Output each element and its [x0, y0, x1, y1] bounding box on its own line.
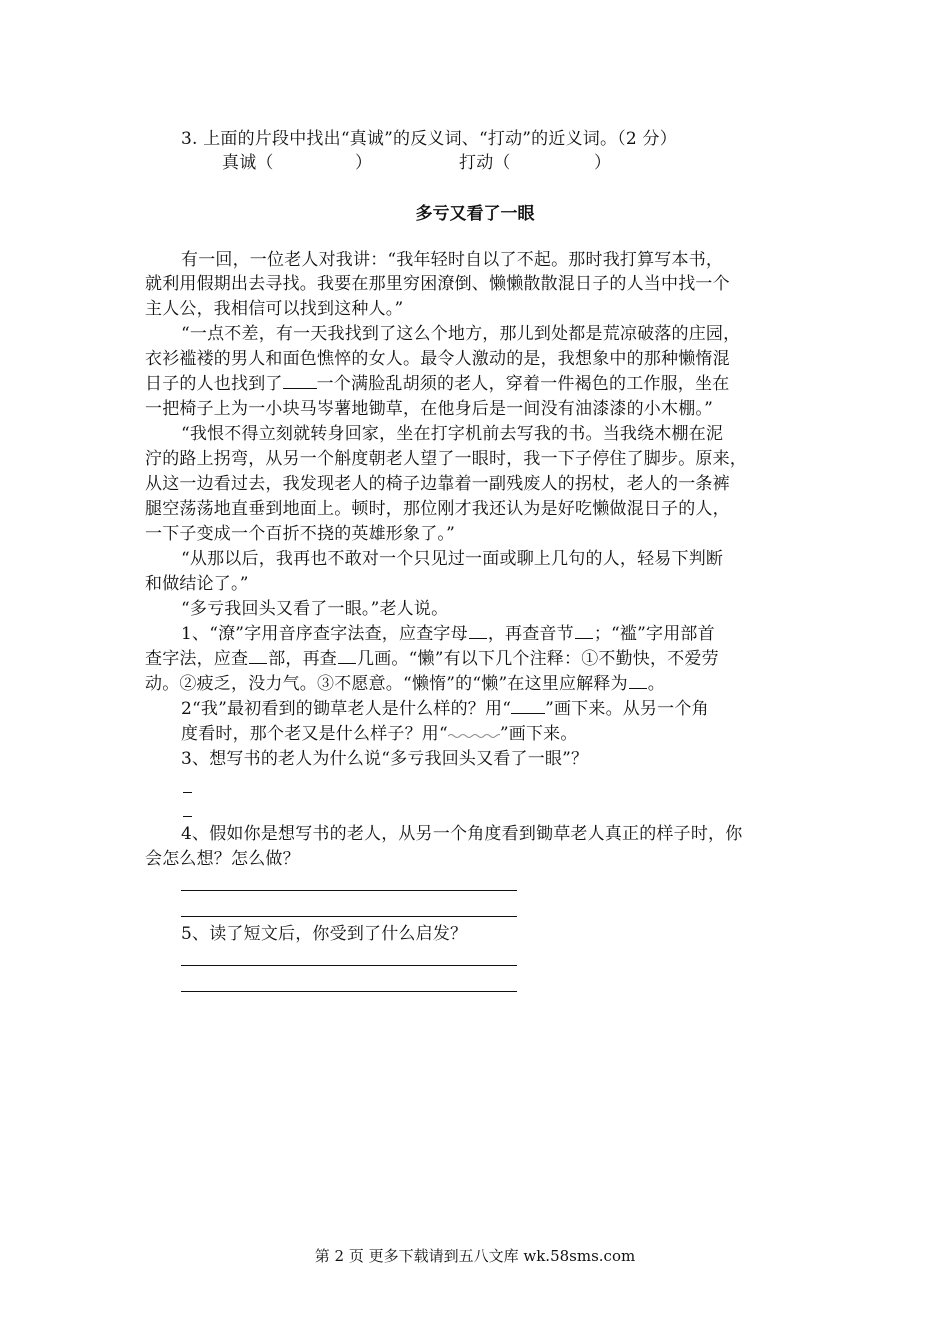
q1-text: 动。②疲乏，没力气。③不愿意。“懒惰”的“懒”在这里应解释为 — [145, 674, 628, 694]
article-line: 有一回，一位老人对我讲：“我年轻时自以了不起。那时我打算写本书， — [181, 250, 724, 270]
article-line: “多亏我回头又看了一眼。”老人说。 — [181, 599, 449, 619]
fill-blank[interactable] — [469, 624, 487, 639]
article-line — [145, 372, 729, 396]
question-1-line — [145, 647, 719, 671]
q1-text: 几画。“懒”有以下几个注释：①不勤快，不爱劳 — [357, 649, 719, 669]
question-4-line: 会怎么想？怎么做？ — [145, 849, 300, 869]
article-line: 泞的路上拐弯，从另一个斛度朝老人望了一眼时，我一下子停住了脚步。原来， — [145, 449, 747, 469]
article-line: “一点不差，有一天我找到了这么个地方，那儿到处都是荒凉破落的庄园， — [181, 324, 741, 344]
question-2-line — [181, 722, 578, 746]
answer-line[interactable] — [181, 890, 517, 891]
question-5: 5、读了短文后，你受到了什么启发？ — [181, 924, 468, 944]
answer-short-line[interactable] — [183, 816, 192, 817]
answer-line[interactable] — [181, 916, 517, 917]
q2-text: ”画下来。 — [499, 724, 578, 744]
q1-text: 部，再查 — [268, 649, 338, 669]
question-1-line — [181, 622, 715, 646]
q1-text: ；“褴”字用部首 — [593, 624, 715, 644]
answer-line[interactable] — [181, 965, 517, 966]
em-dash — [283, 379, 317, 389]
article-line: 衣衫褴褛的男人和面色憔悴的女人。最令人激动的是，我想象中的那种懒惰混 — [145, 349, 730, 369]
question-1-line — [145, 672, 665, 696]
q1-text: 查字法，应查 — [145, 649, 249, 669]
answer-short-line[interactable] — [183, 792, 192, 793]
q1-text: ，再查音节 — [487, 624, 574, 644]
synonym-answer-close: ） — [594, 153, 612, 173]
synonym-answer-label: 打动（ — [459, 153, 511, 173]
antonym-answer-close: ） — [355, 153, 373, 173]
q2-text: ”画下来。从另一个角 — [545, 699, 709, 719]
article-text: 一个满脸乱胡须的老人，穿着一件褐色的工作服，坐在 — [316, 374, 730, 394]
answer-line[interactable] — [181, 991, 517, 992]
fill-blank[interactable] — [338, 649, 356, 664]
article-line: “从那以后，我再也不敢对一个只见过一面或聊上几句的人，轻易下判断 — [181, 549, 724, 569]
fill-blank[interactable] — [575, 624, 593, 639]
article-text: 日子的人也找到了 — [145, 374, 283, 394]
article-line: 一下子变成一个百折不挠的英雄形象了。” — [145, 524, 455, 544]
q1-text: 。 — [647, 674, 665, 694]
q2-text: 度看时，那个老又是什么样子？用“ — [181, 724, 448, 744]
article-line: 腿空荡荡地直垂到地面上。顿时，那位刚才我还认为是好吃懒做混日子的人， — [145, 499, 730, 519]
wavy-line-mark — [448, 729, 500, 739]
page-footer: 第 2 页 更多下载请到五八文库 wk.58sms.com — [314, 1247, 636, 1265]
top-question-3: 3. 上面的片段中找出“真诚”的反义词、“打动”的近义词。（2 分） — [181, 129, 677, 149]
straight-line-mark — [511, 704, 545, 714]
q1-text: 1、“潦”字用音序查字法查，应查字母 — [181, 624, 468, 644]
question-2-line — [181, 697, 709, 721]
antonym-answer-label: 真诚（ — [222, 153, 274, 173]
question-3: 3、想写书的老人为什么说“多亏我回头又看了一眼”？ — [181, 749, 589, 769]
article-title: 多亏又看了一眼 — [415, 204, 535, 224]
article-line: 主人公，我相信可以找到这种人。” — [145, 299, 404, 319]
article-line: 从这一边看过去，我发现老人的椅子边靠着一副残废人的拐杖，老人的一条裤 — [145, 474, 730, 494]
article-line: 一把椅子上为一小块马岑薯地锄草，在他身后是一间没有油漆漆的小木棚。” — [145, 399, 713, 419]
fill-blank[interactable] — [629, 674, 647, 689]
article-line: 和做结论了。” — [145, 574, 249, 594]
fill-blank[interactable] — [249, 649, 267, 664]
question-4-line: 4、假如你是想写书的老人，从另一个角度看到锄草老人真正的样子时，你 — [181, 824, 743, 844]
article-line: “我恨不得立刻就转身回家，坐在打字机前去写我的书。当我绕木棚在泥 — [181, 424, 724, 444]
article-line: 就利用假期出去寻找。我要在那里穷困潦倒、懒懒散散混日子的人当中找一个 — [145, 274, 730, 294]
q2-text: 2“我”最初看到的锄草老人是什么样的？用“ — [181, 699, 512, 719]
